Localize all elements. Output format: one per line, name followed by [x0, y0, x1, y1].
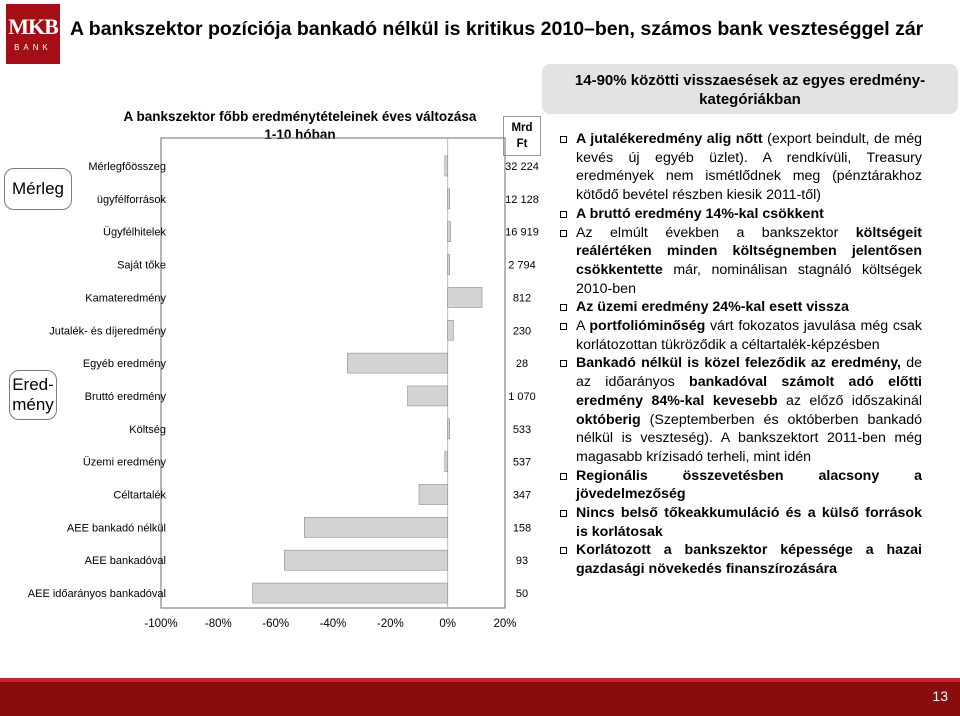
- bar: [448, 287, 482, 307]
- bullet-text: Bankadó nélkül is közel feleződik az eredmény,: [576, 355, 901, 372]
- bullet-text: az előző időszakinál: [777, 392, 923, 409]
- category-label: Egyéb eredmény: [82, 358, 166, 371]
- category-label: Jutalék- és díjeredmény: [49, 325, 166, 338]
- bar: [347, 353, 447, 373]
- x-tick-label: -20%: [376, 618, 404, 630]
- category-label: Üzemi eredmény: [82, 456, 166, 469]
- category-label: Költség: [129, 423, 166, 436]
- x-tick-label: -80%: [204, 618, 232, 630]
- value-label: 93: [515, 555, 529, 568]
- bullet-item: [558, 467, 922, 504]
- category-label: AEE időarányos bankadóval: [27, 588, 166, 601]
- bullet-text: már, nominálisan stagnáló költségek 2010-ben: [576, 261, 922, 297]
- x-tick-label: -100%: [144, 618, 178, 630]
- bar: [448, 255, 450, 275]
- bullet-text: A: [576, 318, 590, 335]
- category-label: Céltartalék: [113, 489, 166, 502]
- bullet-text: Regionális összevetésben alacsony a jövedelmezőség: [576, 467, 922, 503]
- unit-label-line2: Ft: [516, 138, 528, 150]
- category-label: Saját tőke: [117, 259, 166, 272]
- bar: [408, 386, 448, 406]
- value-label: 28: [515, 358, 529, 371]
- bullet-text: Korlátozott a bankszektor képessége a hazai gazdasági növekedés finanszírozására: [576, 542, 922, 578]
- bar: [448, 222, 451, 242]
- bullet-text: Az üzemi eredmény 24%-kal esett vissza: [576, 299, 849, 316]
- x-tick-label: -40%: [319, 618, 347, 630]
- category-label: Bruttó eredmény: [84, 390, 166, 403]
- x-tick-label: 0%: [439, 618, 456, 630]
- value-label: 2 794: [508, 259, 536, 272]
- category-label: Ügyfélhitelek: [103, 226, 166, 239]
- value-label: 158: [512, 522, 532, 535]
- bar: [448, 189, 450, 209]
- chart-title-line1: A bankszektor főbb eredménytételeinek éves változása: [123, 109, 477, 124]
- category-label: AEE bankadóval: [84, 555, 166, 568]
- bullet-text: A bruttó eredmény 14%-kal csökkent: [576, 205, 824, 222]
- bullet-text: októberig: [576, 411, 641, 428]
- value-label: 812: [512, 292, 532, 305]
- value-label: 50: [515, 588, 529, 601]
- category-label: AEE bankadó nélkül: [66, 522, 166, 535]
- bullet-item: [558, 130, 922, 205]
- panel-header: 14-90% közötti visszaesések az egyes eredmény-kategóriákban: [542, 64, 958, 114]
- bullet-item: [558, 298, 922, 317]
- bullet-item: [558, 205, 922, 224]
- value-label: 347: [512, 489, 532, 502]
- bullet-item: [558, 504, 922, 541]
- side-label-results-line2: mény: [12, 395, 54, 414]
- bullet-item: [558, 354, 922, 466]
- x-tick-label: 20%: [493, 618, 517, 630]
- value-label: 230: [512, 325, 532, 338]
- bullet-item: [558, 541, 922, 578]
- bullet-item: [558, 224, 922, 299]
- bar: [284, 550, 447, 570]
- bullet-list: [558, 130, 922, 579]
- bar: [448, 320, 454, 340]
- bullet-text: (export beindult, de még kevés új egyéb üzlet). A rendkívüli, Treasury eredmények nem ismétlődnek meg (pénztárakhoz kötődő bevétel részben kiesik 2011-től): [576, 131, 922, 204]
- category-label: Kamateredmény: [85, 292, 166, 305]
- bullet-text: (Szeptemberben és októberben bankadó nélkül is veszteség). A bankszektort 2011-ben még magasabb krízisadó terheli, mint idén: [576, 411, 922, 465]
- logo-sub: BANK: [14, 43, 52, 52]
- bullet-text: portfolióminőség: [589, 318, 706, 335]
- x-tick-label: -60%: [262, 618, 290, 630]
- bullet-text: bankadóval számolt adó előtti eredmény 84%-kal kevesebb: [576, 374, 922, 409]
- bar: [445, 156, 448, 176]
- chart-title-line2: 1-10 hóban: [264, 127, 336, 142]
- bullet-text: de az időarányos: [576, 355, 922, 391]
- value-label: 533: [512, 423, 532, 436]
- page-number: 13: [932, 688, 948, 704]
- bullet-text: Az elmúlt években a bankszektor: [576, 224, 856, 241]
- bar: [445, 452, 448, 472]
- side-label-balance: Mérleg: [4, 168, 72, 210]
- logo-mark: MKB: [8, 14, 58, 39]
- value-label: 12 128: [505, 193, 539, 206]
- bullet-text: költségeit reálértéken minden költségnemben jelentősen csökkentette: [576, 224, 922, 278]
- bullet-text: A jutalékeredmény alig nőtt: [576, 131, 763, 147]
- bullet-text: várt fokozatos javulása még csak korlátozottan tükröződik a céltartalék-képzésben: [576, 318, 922, 353]
- value-label: 537: [512, 456, 532, 469]
- category-label: ügyfélforrások: [96, 193, 166, 206]
- value-label: 32 224: [505, 161, 539, 173]
- unit-label-line1: Mrd: [511, 122, 533, 134]
- bar: [419, 485, 448, 505]
- value-label: 1 070: [508, 390, 536, 403]
- page-title: A bankszektor pozíciója bankadó nélkül is kritikus 2010–ben, számos bank veszteséggel zár: [70, 18, 924, 40]
- value-label: 16 919: [505, 226, 539, 239]
- bar: [253, 583, 448, 603]
- side-label-results-line1: Ered-: [12, 375, 54, 394]
- bullet-item: [558, 317, 922, 354]
- bullet-text: Nincs belső tőkeakkumuláció és a külső források is korlátosak: [576, 505, 922, 540]
- footer-stripe: [0, 678, 960, 682]
- footer-bar: [0, 678, 960, 716]
- category-label: Mérlegfőösszeg: [88, 161, 166, 173]
- bar: [304, 517, 447, 537]
- bar: [448, 419, 450, 439]
